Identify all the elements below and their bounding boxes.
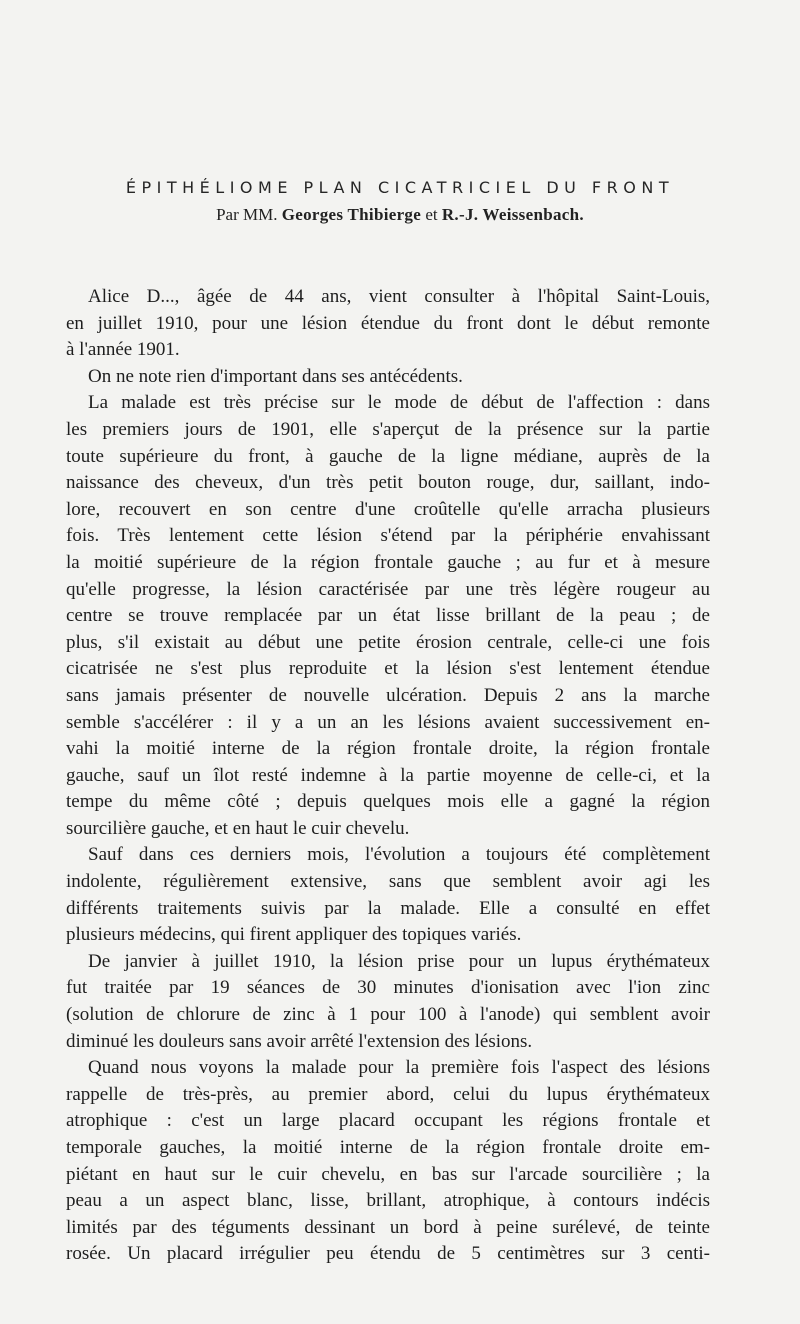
article-body	[66, 284, 710, 1268]
text-line: la moitié supérieure de la région frontale gauche ; au fur et à mesure	[66, 551, 710, 573]
text-line: fut traitée par 19 séances de 30 minutes d'ionisation avec l'ion zinc	[66, 977, 710, 999]
text-line: On ne note rien d'important dans ses antécédents.	[88, 365, 463, 387]
text-line: semble s'accélérer : il y a un an les lésions avaient successivement en-	[66, 711, 710, 733]
byline-conjunction: et	[425, 205, 438, 224]
text-line: diminué les douleurs sans avoir arrêté l'extension des lésions.	[66, 1030, 533, 1052]
text-line: différents traitements suivis par la malade. Elle a consulté en effet	[66, 897, 710, 919]
text-line: vahi la moitié interne de la région frontale droite, la région frontale	[66, 738, 710, 760]
text-line: sourcilière gauche, et en haut le cuir chevelu.	[66, 817, 410, 839]
article-title: ÉPITHÉLIOME PLAN CICATRICIEL DU FRONT	[125, 178, 675, 197]
text-line: La malade est très précise sur le mode de début de l'affection : dans	[88, 392, 710, 414]
text-line: plusieurs médecins, qui firent appliquer des topiques variés.	[66, 924, 522, 946]
text-line: tempe du même côté ; depuis quelques mois elle a gagné la région	[66, 791, 710, 813]
text-line: De janvier à juillet 1910, la lésion prise pour un lupus érythémateux	[88, 950, 710, 972]
text-line: sans jamais présenter de nouvelle ulcération. Depuis 2 ans la marche	[66, 684, 710, 706]
text-line: indolente, régulièrement extensive, sans que semblent avoir agi les	[66, 871, 710, 893]
article-byline	[0, 205, 800, 225]
text-line: (solution de chlorure de zinc à 1 pour 100 à l'anode) qui semblent avoir	[66, 1004, 710, 1026]
author-name-1: Georges Thibierge	[281, 205, 422, 224]
text-line: Alice D..., âgée de 44 ans, vient consulter à l'hôpital Saint-Louis,	[88, 286, 710, 307]
text-line: fois. Très lentement cette lésion s'étend par la périphérie envahissant	[66, 525, 710, 547]
text-line: limités par des téguments dessinant un bord à peine surélevé, de teinte	[66, 1216, 710, 1238]
text-line: plus, s'il existait au début une petite érosion centrale, celle-ci une fois	[66, 631, 710, 653]
text-line: Quand nous voyons la malade pour la première fois l'aspect des lésions	[88, 1057, 710, 1079]
text-line: qu'elle progresse, la lésion caractérisée par une très légère rougeur au	[66, 578, 710, 600]
text-line: gauche, sauf un îlot resté indemne à la partie moyenne de celle-ci, et la	[66, 764, 710, 786]
text-line: lore, recouvert en son centre d'une croûtelle qu'elle arracha plusieurs	[66, 498, 710, 520]
text-line: rappelle de très-près, au premier abord, celui du lupus érythémateux	[66, 1083, 710, 1105]
text-line: à l'année 1901.	[66, 339, 180, 361]
text-line: temporale gauches, la moitié interne de la région frontale droite em-	[66, 1137, 710, 1158]
text-line: centre se trouve remplacée par un état lisse brillant de la peau ; de	[66, 605, 710, 627]
text-line: rosée. Un placard irrégulier peu étendu de 5 centimètres sur 3 centi-	[66, 1243, 710, 1265]
text-line: toute supérieure du front, à gauche de la ligne médiane, auprès de la	[66, 445, 710, 467]
text-line: cicatrisée ne s'est plus reproduite et la lésion s'est lentement étendue	[66, 658, 710, 680]
text-line: piétant en haut sur le cuir chevelu, en bas sur l'arcade sourcilière ; la	[66, 1163, 710, 1185]
byline-prefix: Par MM.	[216, 205, 278, 224]
text-line: les premiers jours de 1901, elle s'aperçut de la présence sur la partie	[66, 418, 710, 440]
text-line: Sauf dans ces derniers mois, l'évolution a toujours été complètement	[88, 844, 710, 866]
text-line: en juillet 1910, pour une lésion étendue du front dont le début remonte	[66, 312, 710, 334]
author-name-2: R.-J. Weissenbach.	[441, 205, 584, 224]
text-line: peau a un aspect blanc, lisse, brillant, atrophique, à contours indécis	[66, 1190, 710, 1212]
text-line: atrophique : c'est un large placard occupant les régions frontale et	[66, 1110, 710, 1132]
text-line: naissance des cheveux, d'un très petit bouton rouge, dur, saillant, indo-	[66, 472, 710, 494]
